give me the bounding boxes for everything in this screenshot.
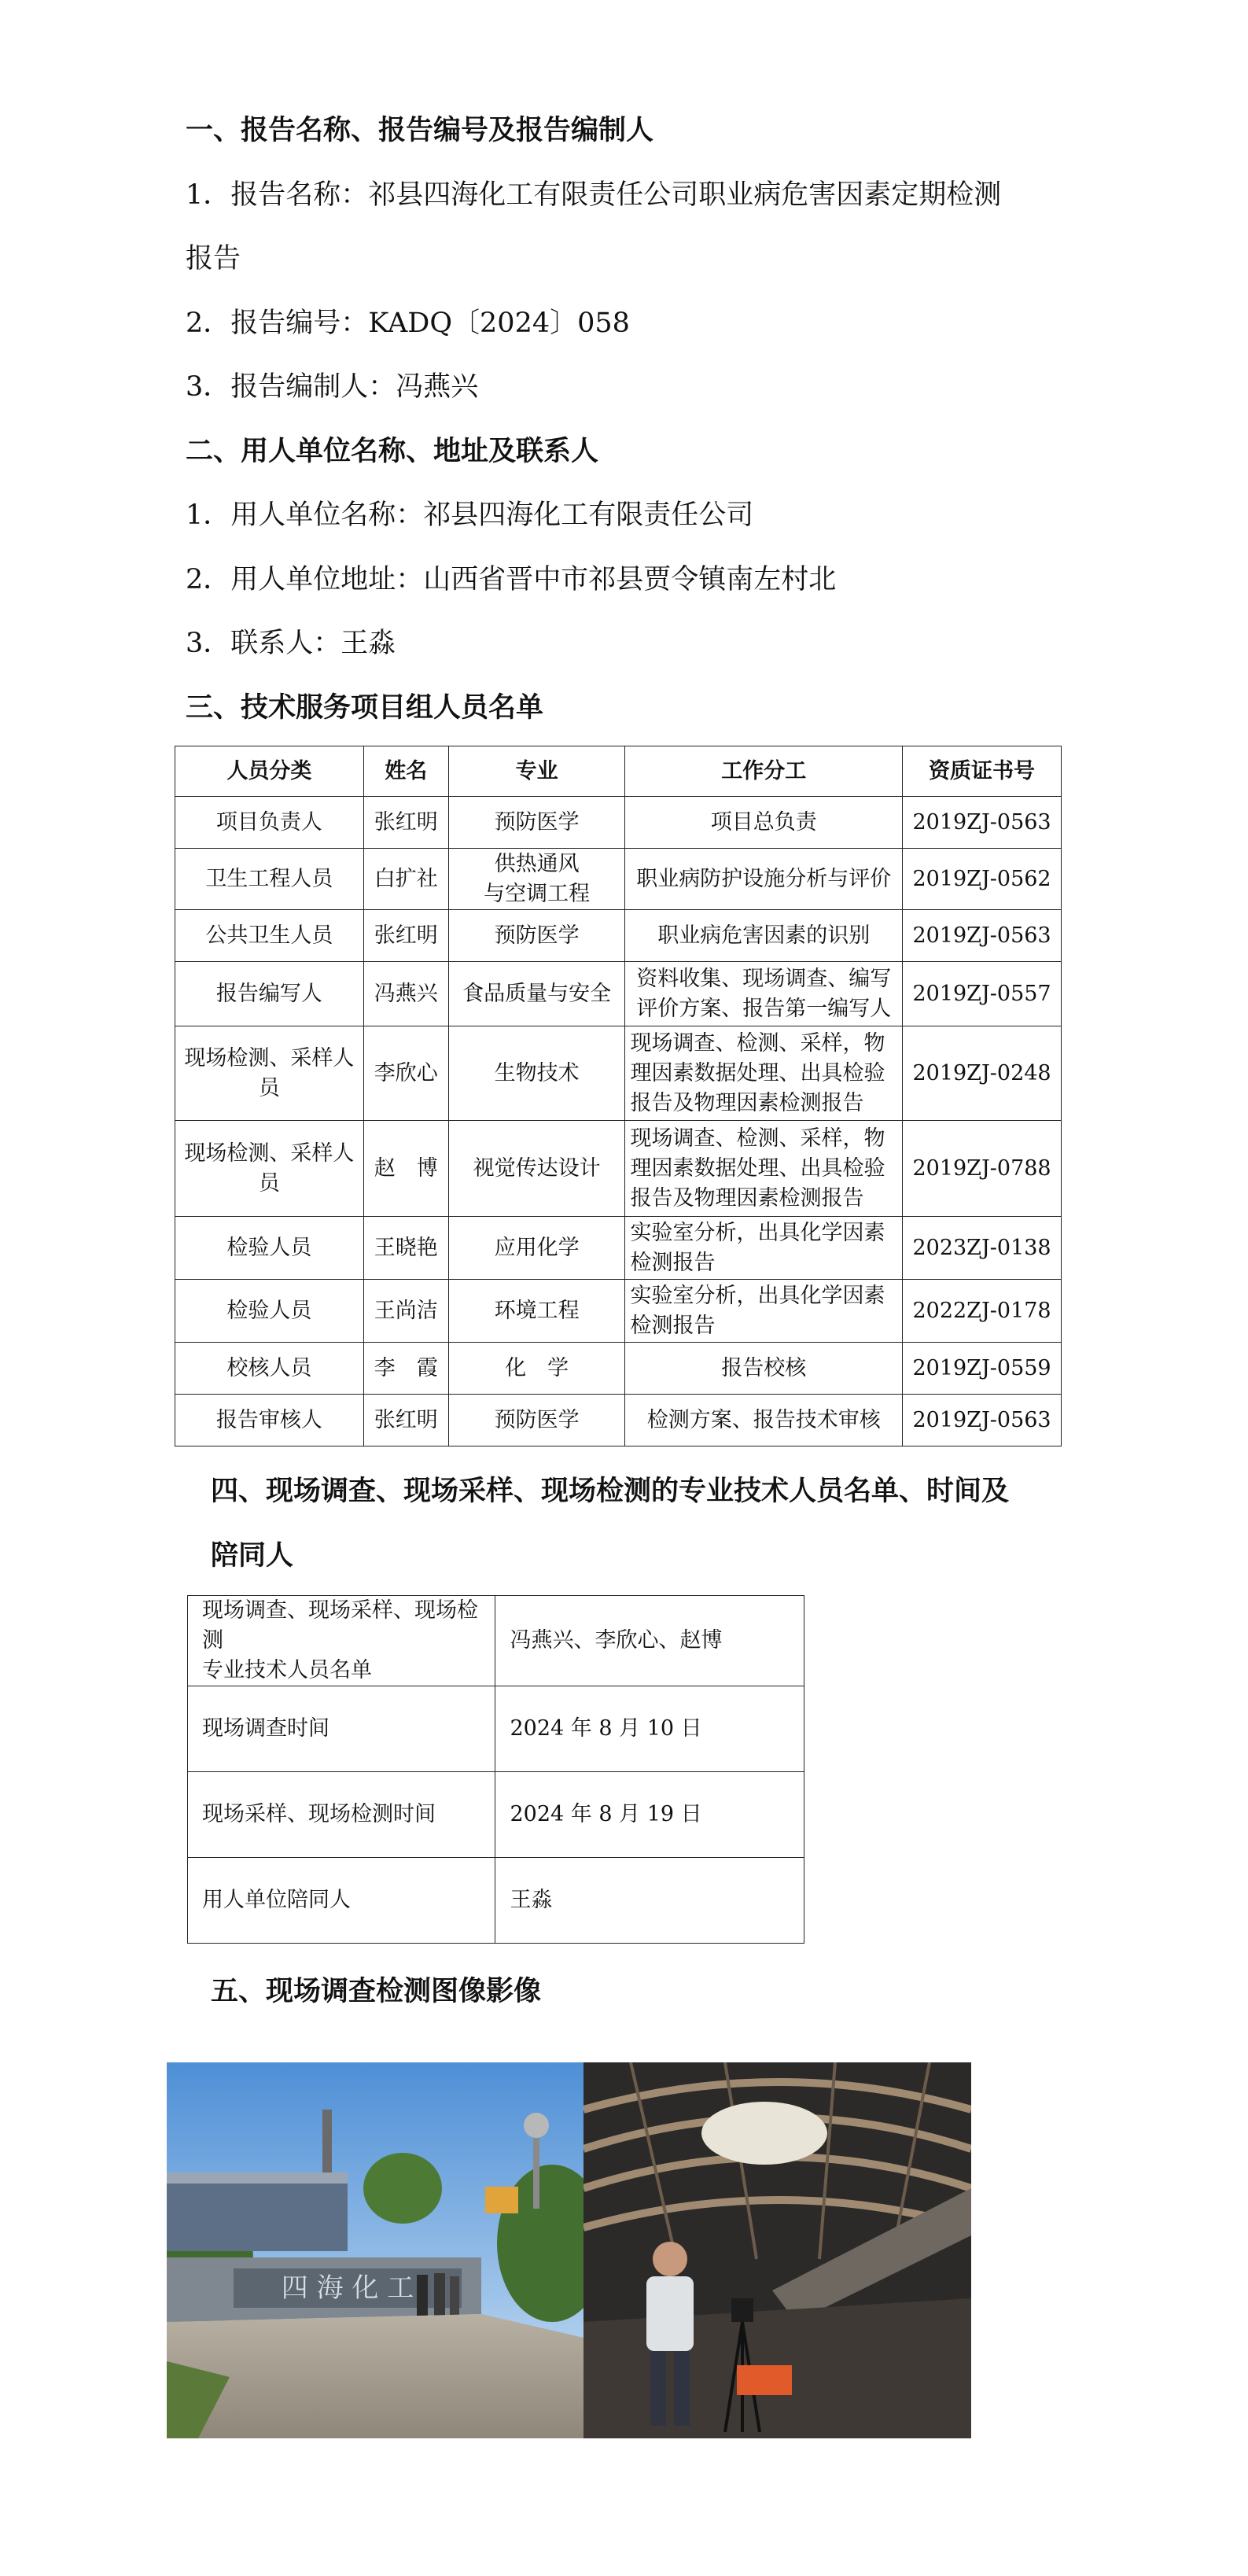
staff-cell-duty: 实验室分析，出具化学因素 检测报告 xyxy=(625,1217,903,1280)
staff-cell-major: 供热通风 与空调工程 xyxy=(448,849,625,910)
employer-address-line: 2．用人单位地址：山西省晋中市祁县贾令镇南左村北 xyxy=(186,564,837,595)
workshop-detection-photo xyxy=(584,2062,971,2438)
staff-cell-major: 预防医学 xyxy=(448,910,625,962)
factory-wall-sign: 四 海 化 工 xyxy=(281,2272,414,2304)
section4-heading-line1: 四、现场调查、现场采样、现场检测的专业技术人员名单、时间及 xyxy=(211,1475,1010,1507)
staff-cell-category: 项目负责人 xyxy=(175,797,364,849)
staff-row xyxy=(175,1217,1062,1280)
staff-cell-name: 赵 博 xyxy=(363,1121,448,1217)
field-row xyxy=(188,1686,804,1772)
staff-cell-cert: 2019ZJ-0557 xyxy=(903,962,1062,1026)
staff-cell-major: 视觉传达设计 xyxy=(448,1121,625,1217)
staff-cell-category: 现场检测、采样人 员 xyxy=(175,1026,364,1121)
staff-cell-duty: 报告校核 xyxy=(625,1343,903,1395)
staff-cell-category: 公共卫生人员 xyxy=(175,910,364,962)
section1-heading: 一、报告名称、报告编号及报告编制人 xyxy=(186,114,654,146)
staff-cell-duty: 职业病危害因素的识别 xyxy=(625,910,903,962)
staff-cell-major: 化 学 xyxy=(448,1343,625,1395)
staff-cell-category: 卫生工程人员 xyxy=(175,849,364,910)
staff-cell-category: 报告编写人 xyxy=(175,962,364,1026)
staff-cell-duty: 资料收集、现场调查、编写 评价方案、报告第一编写人 xyxy=(625,962,903,1026)
field-row xyxy=(188,1858,804,1944)
staff-table xyxy=(175,746,1062,1446)
section3-heading: 三、技术服务项目组人员名单 xyxy=(186,691,544,724)
field-row xyxy=(188,1596,804,1686)
section5-heading: 五、现场调查检测图像影像 xyxy=(211,1975,542,2007)
staff-cell-duty: 检测方案、报告技术审核 xyxy=(625,1395,903,1446)
staff-cell-name: 白扩社 xyxy=(363,849,448,910)
staff-cell-major: 生物技术 xyxy=(448,1026,625,1121)
staff-cell-duty: 项目总负责 xyxy=(625,797,903,849)
report-author-line: 3．报告编制人：冯燕兴 xyxy=(186,371,479,403)
staff-row xyxy=(175,797,1062,849)
staff-cell-cert: 2019ZJ-0248 xyxy=(903,1026,1062,1121)
staff-cell-major: 预防医学 xyxy=(448,1395,625,1446)
staff-row xyxy=(175,849,1062,910)
staff-row xyxy=(175,1343,1062,1395)
staff-row xyxy=(175,1280,1062,1343)
staff-cell-cert: 2023ZJ-0138 xyxy=(903,1217,1062,1280)
field-cell-label: 现场采样、现场检测时间 xyxy=(188,1772,495,1858)
contact-person-line: 3．联系人：王淼 xyxy=(186,628,396,659)
staff-cell-cert: 2019ZJ-0559 xyxy=(903,1343,1062,1395)
staff-cell-major: 食品质量与安全 xyxy=(448,962,625,1026)
header-category: 人员分类 xyxy=(175,746,364,797)
staff-cell-name: 王尚洁 xyxy=(363,1280,448,1343)
factory-gate-photo xyxy=(167,2062,584,2438)
staff-cell-category: 现场检测、采样人 员 xyxy=(175,1121,364,1217)
field-cell-value: 2024 年 8 月 19 日 xyxy=(495,1772,804,1858)
section2-heading: 二、用人单位名称、地址及联系人 xyxy=(186,435,599,467)
section4-heading-line2: 陪同人 xyxy=(211,1539,294,1572)
field-row xyxy=(188,1772,804,1858)
staff-cell-cert: 2019ZJ-0788 xyxy=(903,1121,1062,1217)
employer-name-line: 1．用人单位名称：祁县四海化工有限责任公司 xyxy=(186,499,754,531)
header-major: 专业 xyxy=(448,746,625,797)
staff-cell-major: 应用化学 xyxy=(448,1217,625,1280)
staff-cell-category: 报告审核人 xyxy=(175,1395,364,1446)
header-cert: 资质证书号 xyxy=(903,746,1062,797)
staff-cell-duty: 职业病防护设施分析与评价 xyxy=(625,849,903,910)
staff-cell-name: 张红明 xyxy=(363,1395,448,1446)
staff-cell-cert: 2022ZJ-0178 xyxy=(903,1280,1062,1343)
staff-row xyxy=(175,962,1062,1026)
staff-cell-duty: 实验室分析，出具化学因素 检测报告 xyxy=(625,1280,903,1343)
header-duty: 工作分工 xyxy=(625,746,903,797)
staff-cell-duty: 现场调查、检测、采样，物 理因素数据处理、出具检验 报告及物理因素检测报告 xyxy=(625,1026,903,1121)
staff-cell-duty: 现场调查、检测、采样，物 理因素数据处理、出具检验 报告及物理因素检测报告 xyxy=(625,1121,903,1217)
staff-cell-name: 李欣心 xyxy=(363,1026,448,1121)
staff-cell-name: 冯燕兴 xyxy=(363,962,448,1026)
staff-table-header xyxy=(175,746,1062,797)
field-cell-value: 2024 年 8 月 10 日 xyxy=(495,1686,804,1772)
staff-cell-cert: 2019ZJ-0563 xyxy=(903,797,1062,849)
staff-cell-name: 李 霞 xyxy=(363,1343,448,1395)
staff-cell-name: 张红明 xyxy=(363,797,448,849)
staff-row xyxy=(175,1121,1062,1217)
staff-row xyxy=(175,910,1062,962)
field-cell-value: 王淼 xyxy=(495,1858,804,1944)
field-cell-value: 冯燕兴、李欣心、赵博 xyxy=(495,1596,804,1686)
field-cell-label: 现场调查、现场采样、现场检测 专业技术人员名单 xyxy=(188,1596,495,1686)
staff-cell-cert: 2019ZJ-0563 xyxy=(903,910,1062,962)
staff-cell-cert: 2019ZJ-0563 xyxy=(903,1395,1062,1446)
staff-cell-cert: 2019ZJ-0562 xyxy=(903,849,1062,910)
staff-cell-name: 王晓艳 xyxy=(363,1217,448,1280)
staff-cell-category: 检验人员 xyxy=(175,1217,364,1280)
staff-cell-category: 检验人员 xyxy=(175,1280,364,1343)
field-cell-label: 现场调查时间 xyxy=(188,1686,495,1772)
staff-cell-name: 张红明 xyxy=(363,910,448,962)
staff-cell-category: 校核人员 xyxy=(175,1343,364,1395)
staff-cell-major: 环境工程 xyxy=(448,1280,625,1343)
report-name-continued: 报告 xyxy=(186,243,241,275)
header-name: 姓名 xyxy=(363,746,448,797)
field-work-table xyxy=(187,1595,804,1944)
field-cell-label: 用人单位陪同人 xyxy=(188,1858,495,1944)
report-number-line: 2．报告编号：KADQ〔2024〕058 xyxy=(186,308,630,339)
staff-cell-major: 预防医学 xyxy=(448,797,625,849)
staff-row xyxy=(175,1395,1062,1446)
staff-row xyxy=(175,1026,1062,1121)
report-name-line: 1．报告名称：祁县四海化工有限责任公司职业病危害因素定期检测 xyxy=(186,179,1002,211)
